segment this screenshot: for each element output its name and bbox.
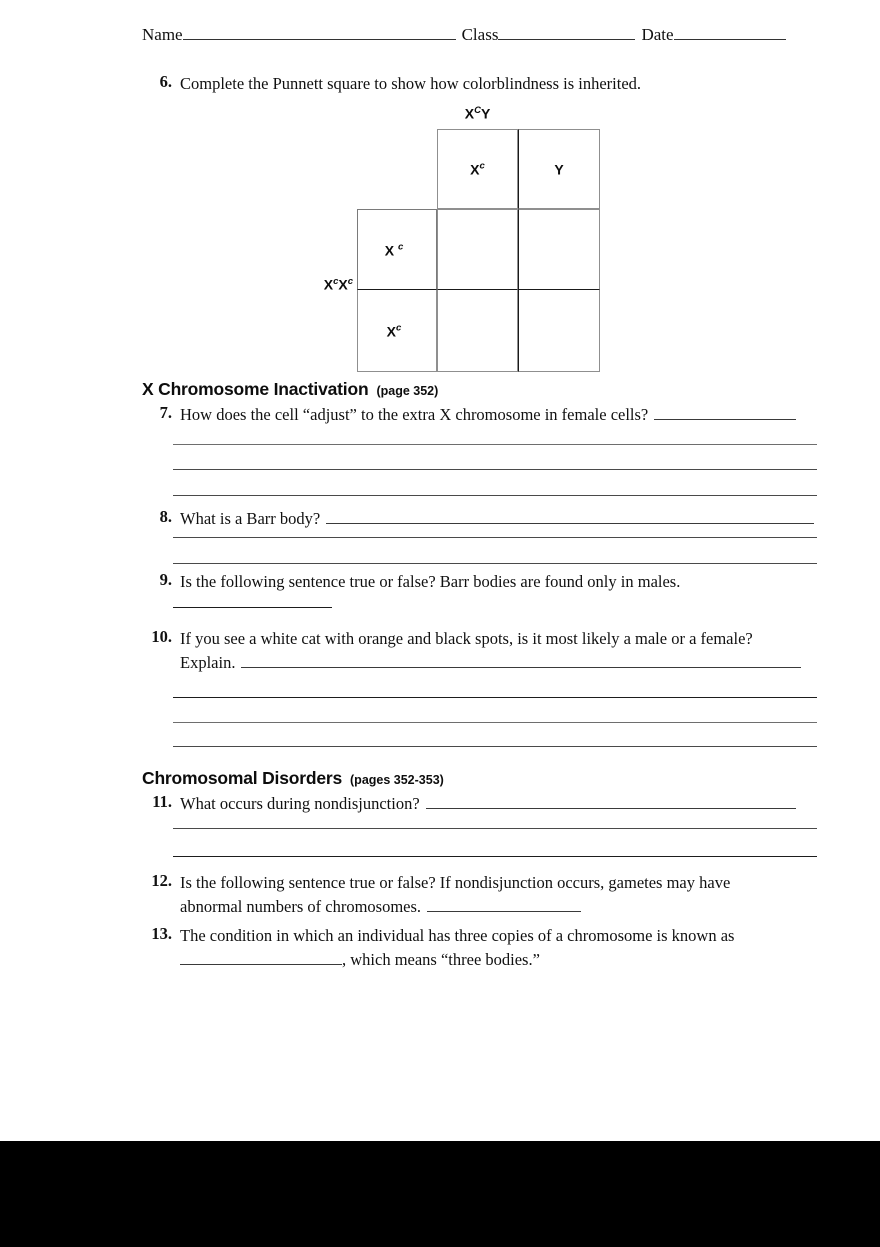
punnett-cell-2-2[interactable] [518, 290, 600, 372]
section-title: X Chromosome Inactivation [142, 379, 369, 399]
punnett-column-header-1: $X^c$ [437, 129, 518, 209]
question-13-text-suffix: , which means “three bodies.” [342, 950, 540, 969]
date-blank-rule[interactable] [674, 39, 786, 40]
section-heading-chromosomal-disorders [142, 768, 444, 789]
question-7-answer-line-1[interactable] [173, 444, 817, 445]
punnett-cell-1-2[interactable] [518, 209, 600, 290]
punnett-row-header-1: X $^c$ [357, 209, 437, 290]
punnett-cell-1-1[interactable] [437, 209, 518, 290]
question-9 [142, 570, 842, 594]
class-label: Class [461, 25, 499, 44]
date-label: Date [641, 25, 674, 44]
name-blank-rule[interactable] [183, 39, 456, 40]
question-8-inline-answer-rule[interactable] [326, 523, 814, 524]
question-12-inline-answer-rule[interactable] [427, 911, 581, 912]
punnett-top-parent-genotype: $X^CY$ [464, 105, 491, 122]
question-12-text-line-2: abnormal numbers of chromosomes. [180, 897, 422, 916]
question-6 [142, 72, 842, 96]
question-11-answer-line-2[interactable] [173, 856, 817, 857]
punnett-square [323, 105, 600, 372]
question-11-number: 11. [152, 792, 172, 811]
question-8-number: 8. [159, 507, 172, 526]
punnett-cell-2-1[interactable] [437, 290, 518, 372]
question-13-blank-rule[interactable] [180, 964, 342, 965]
question-6-text: Complete the Punnett square to show how colorblindness is inherited. [180, 74, 642, 93]
question-10-answer-line-2[interactable] [173, 722, 817, 723]
question-10-text: If you see a white cat with orange and black spots, is it most likely a male or a female? [180, 629, 753, 648]
question-8 [142, 507, 842, 531]
question-10-text-line-2: Explain. [180, 653, 236, 672]
question-7-inline-answer-rule[interactable] [654, 419, 796, 420]
punnett-row-header-2: $X^c$ [357, 290, 437, 372]
punnett-side-parent-genotype: $X^cX^c$ [323, 276, 353, 293]
question-12-text: Is the following sentence true or false? If nondisjunction occurs, gametes may have [180, 873, 731, 892]
question-7 [142, 403, 842, 427]
question-9-text: Is the following sentence true or false? Barr bodies are found only in males. [180, 572, 681, 591]
question-9-number: 9. [159, 570, 172, 589]
page-footer-bar [0, 1141, 880, 1247]
question-10-inline-answer-rule[interactable] [241, 667, 801, 668]
question-7-number: 7. [159, 403, 172, 422]
question-8-answer-line-2[interactable] [173, 563, 817, 564]
punnett-column-header-2: Y [518, 129, 600, 209]
class-blank-rule[interactable] [498, 39, 635, 40]
question-8-text: What is a Barr body? [180, 509, 321, 528]
question-13-text: The condition in which an individual has three copies of a chromosome is known as [180, 926, 735, 945]
question-9-answer-line[interactable] [173, 607, 332, 608]
question-11-answer-line-1[interactable] [173, 828, 817, 829]
section-title: Chromosomal Disorders [142, 768, 343, 788]
question-12-number: 12. [151, 871, 172, 890]
question-13-number: 13. [151, 924, 172, 943]
question-12 [142, 871, 842, 919]
question-13 [142, 924, 842, 972]
question-10-answer-line-3[interactable] [173, 746, 817, 747]
section-heading-x-chromosome-inactivation [142, 379, 438, 400]
question-7-text: How does the cell “adjust” to the extra X chromosome in female cells? [180, 405, 649, 424]
student-info-header [142, 25, 792, 49]
question-8-answer-line-1[interactable] [173, 537, 817, 538]
question-10 [142, 627, 842, 675]
question-10-number: 10. [151, 627, 172, 646]
question-10-answer-line-1[interactable] [173, 697, 817, 698]
question-11-inline-answer-rule[interactable] [426, 808, 796, 809]
name-label: Name [142, 25, 183, 44]
section-page-reference: (page 352) [376, 384, 439, 398]
question-11-text: What occurs during nondisjunction? [180, 794, 420, 813]
question-7-answer-line-2[interactable] [173, 469, 817, 470]
question-6-number: 6. [159, 72, 172, 91]
question-11 [142, 792, 842, 816]
section-page-reference: (pages 352-353) [350, 773, 444, 787]
question-7-answer-line-3[interactable] [173, 495, 817, 496]
